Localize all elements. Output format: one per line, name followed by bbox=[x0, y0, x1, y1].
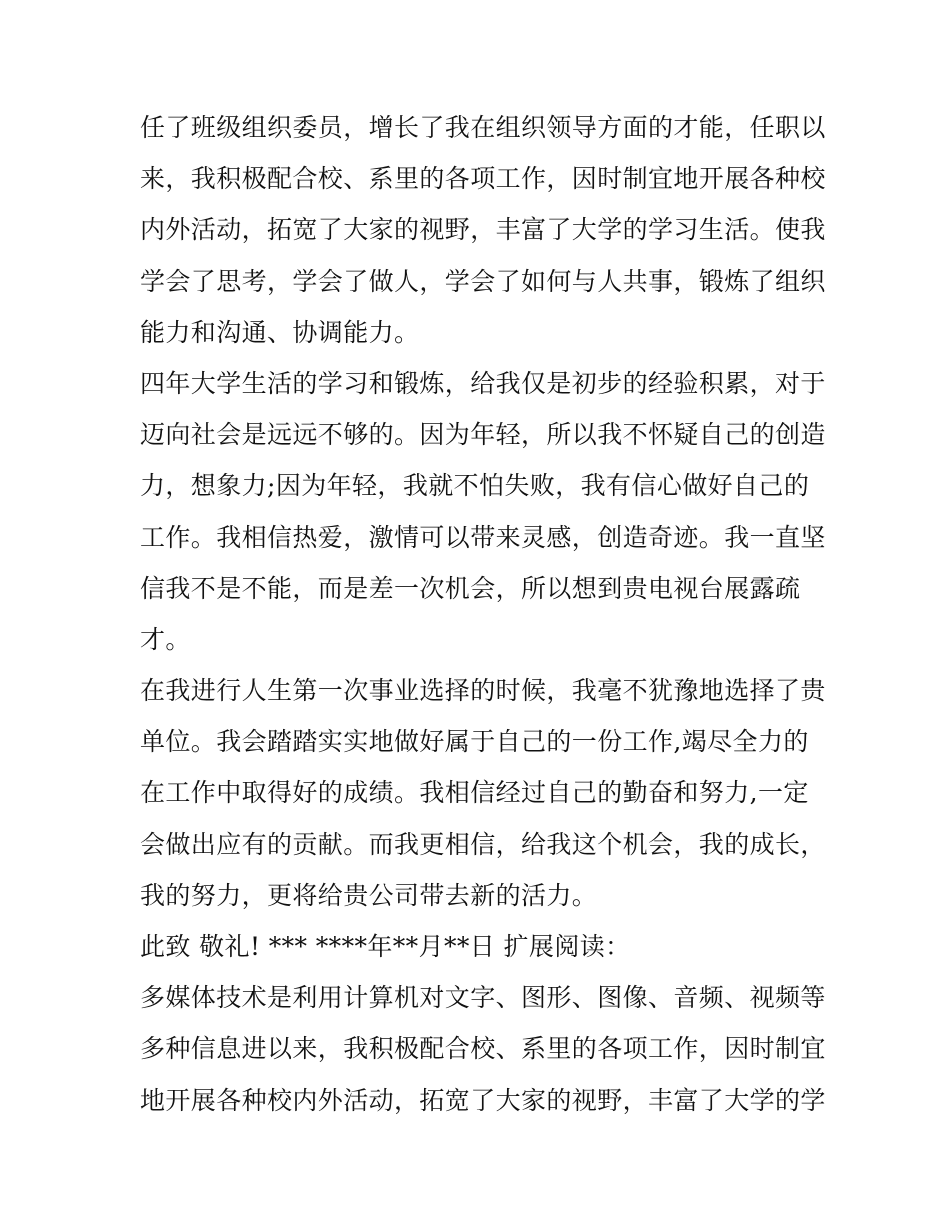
text-line: 多媒体技术是利用计算机对文字、图形、图像、音频、视频等 bbox=[140, 983, 826, 1013]
text-line: 内外活动，拓宽了大家的视野，丰富了大学的学习生活。使我 bbox=[140, 215, 826, 245]
text-line: 我的努力，更将给贵公司带去新的活力。 bbox=[140, 880, 598, 910]
text-line: 信我不是不能，而是差一次机会，所以想到贵电视台展露疏 bbox=[140, 573, 801, 603]
text-line: 在我进行人生第一次事业选择的时候，我毫不犹豫地选择了贵 bbox=[140, 676, 826, 706]
text-line: 才。 bbox=[140, 624, 191, 654]
text-line: 学会了思考，学会了做人，学会了如何与人共事，锻炼了组织 bbox=[140, 266, 826, 296]
document-body bbox=[140, 102, 826, 1126]
text-line: 迈向社会是远远不够的。因为年轻，所以我不怀疑自己的创造 bbox=[140, 420, 826, 450]
text-line: 任了班级组织委员，增长了我在组织领导方面的才能，任职以 bbox=[140, 113, 826, 142]
text-line: 力，想象力;因为年轻，我就不怕失败，我有信心做好自己的 bbox=[140, 471, 810, 501]
text-line: 来，我积极配合校、系里的各项工作，因时制宜地开展各种校 bbox=[140, 164, 826, 194]
text-line: 此致 敬礼! *** ****年**月**日 扩展阅读： bbox=[140, 932, 631, 961]
text-line: 在工作中取得好的成绩。我相信经过自己的勤奋和努力,一定 bbox=[140, 778, 809, 808]
text-line: 多种信息进以来，我积极配合校、系里的各项工作，因时制宜 bbox=[140, 1034, 826, 1064]
text-line: 单位。我会踏踏实实地做好属于自己的一份工作,竭尽全力的 bbox=[140, 727, 809, 757]
text-line: 会做出应有的贡献。而我更相信，给我这个机会，我的成长， bbox=[140, 829, 826, 859]
text-line: 能力和沟通、协调能力。 bbox=[140, 317, 420, 347]
text-line: 工作。我相信热爱，激情可以带来灵感，创造奇迹。我一直坚 bbox=[140, 522, 826, 552]
text-line: 地开展各种校内外活动，拓宽了大家的视野，丰富了大学的学 bbox=[140, 1085, 826, 1115]
text-line: 四年大学生活的学习和锻炼，给我仅是初步的经验积累，对于 bbox=[140, 368, 826, 398]
